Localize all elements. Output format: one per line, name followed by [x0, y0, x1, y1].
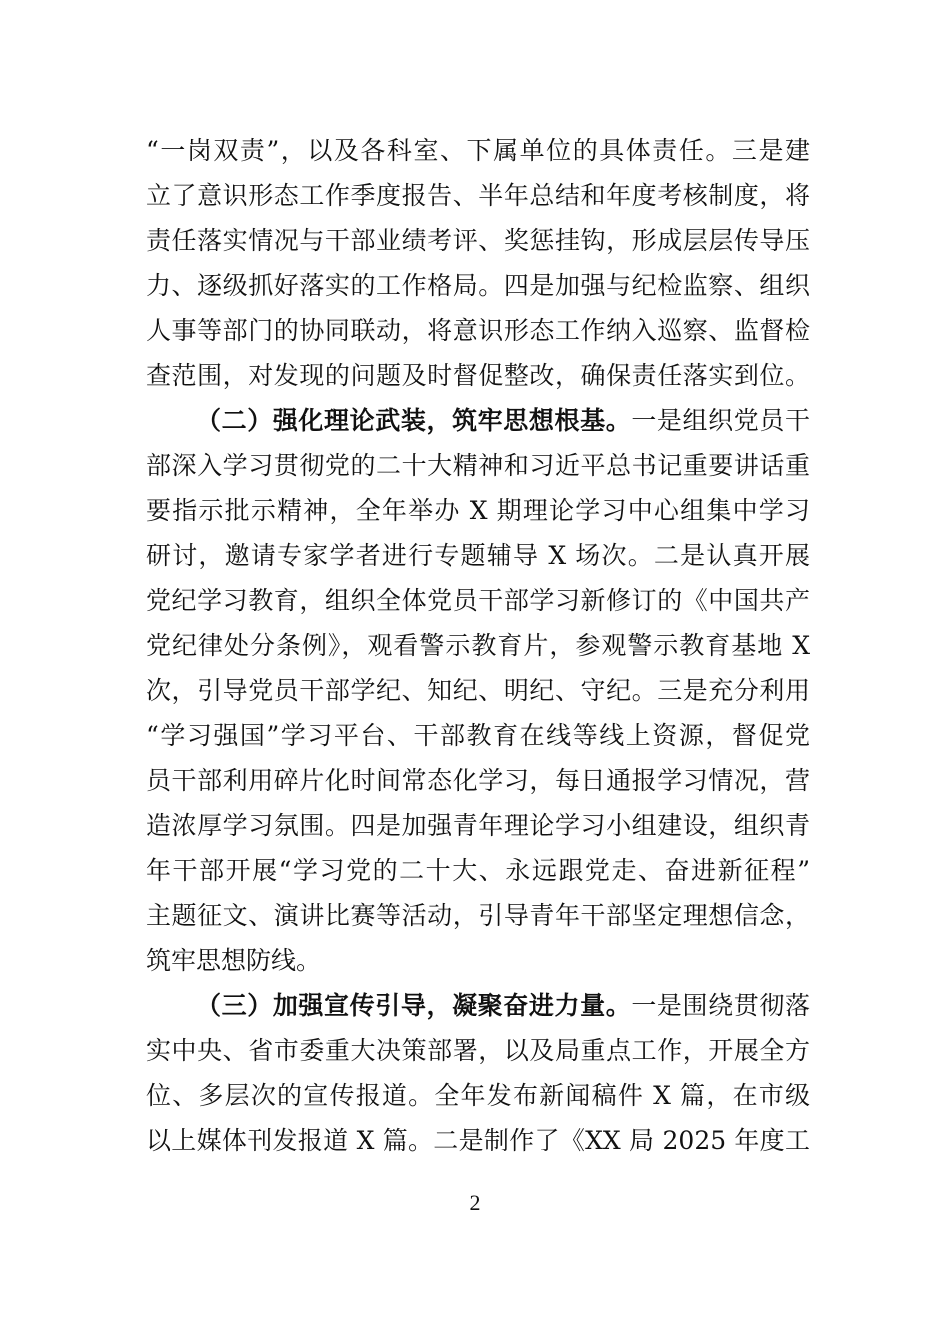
text-line: 筑牢思想防线。 — [146, 946, 322, 975]
text-line: 以上媒体刊发报道 X 篇。二是制作了《XX 局 2025 年度工 — [146, 1126, 810, 1155]
text-line — [146, 983, 810, 1028]
page-number: 2 — [469, 1190, 481, 1215]
text-line: 研讨，邀请专家学者进行专题辅导 X 场次。二是认真开展 — [146, 541, 810, 570]
text-line — [146, 398, 810, 443]
body-text — [146, 128, 810, 1163]
text-line: 位、多层次的宣传报道。全年发布新闻稿件 X 篇，在市级 — [146, 1081, 810, 1110]
section-heading-3: （三）加强宣传引导，凝聚奋进力量。 — [196, 991, 632, 1020]
text-line: “一岗双责”，以及各科室、下属单位的具体责任。三是建 — [146, 136, 810, 165]
text-line: 造浓厚学习氛围。四是加强青年理论学习小组建设，组织青 — [146, 811, 810, 840]
text-line: 员干部利用碎片化时间常态化学习，每日通报学习情况，营 — [146, 766, 810, 795]
paragraph-1 — [146, 128, 810, 398]
text-line: 年干部开展“学习党的二十大、永远跟党走、奋进新征程” — [146, 856, 810, 885]
text-line: 要指示批示精神，全年举办 X 期理论学习中心组集中学习 — [146, 496, 810, 525]
text-line: 责任落实情况与干部业绩考评、奖惩挂钩，形成层层传导压 — [146, 226, 810, 255]
text-line: “学习强国”学习平台、干部教育在线等线上资源，督促党 — [146, 721, 810, 750]
text-line: 人事等部门的协同联动，将意识形态工作纳入巡察、监督检 — [146, 316, 810, 345]
text-line: 主题征文、演讲比赛等活动，引导青年干部坚定理想信念， — [146, 901, 810, 930]
text-line: 查范围，对发现的问题及时督促整改，确保责任落实到位。 — [146, 361, 810, 390]
text-line: 立了意识形态工作季度报告、半年总结和年度考核制度，将 — [146, 181, 810, 210]
text-line: 党纪律处分条例》，观看警示教育片，参观警示教育基地 X — [146, 631, 810, 660]
text-line: 次，引导党员干部学纪、知纪、明纪、守纪。三是充分利用 — [146, 676, 810, 705]
paragraph-3 — [146, 983, 810, 1163]
text-run: 一是围绕贯彻落 — [631, 991, 810, 1020]
text-run: 一是组织党员干 — [631, 406, 810, 435]
text-line: 党纪学习教育，组织全体党员干部学习新修订的《中国共产 — [146, 586, 810, 615]
section-heading-2: （二）强化理论武装，筑牢思想根基。 — [196, 406, 632, 435]
text-line: 力、逐级抓好落实的工作格局。四是加强与纪检监察、组织 — [146, 271, 810, 300]
paragraph-2 — [146, 398, 810, 983]
text-line: 部深入学习贯彻党的二十大精神和习近平总书记重要讲话重 — [146, 451, 810, 480]
text-line: 实中央、省市委重大决策部署，以及局重点工作，开展全方 — [146, 1036, 810, 1065]
